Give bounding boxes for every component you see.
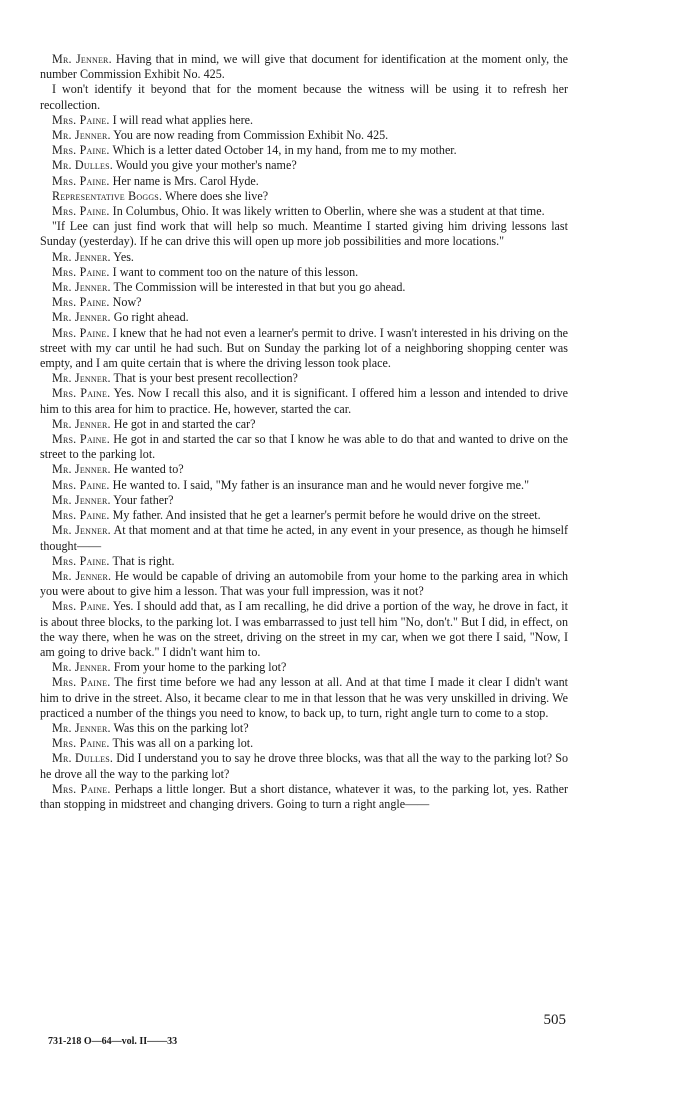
transcript-paragraph — [40, 326, 568, 372]
transcript-paragraph — [40, 660, 568, 675]
speaker-name: Mrs. Paine. — [52, 386, 111, 401]
speaker-name: Mrs. Paine. — [52, 143, 110, 158]
testimony-text: At that moment and at that time he acted, in any event in your presence, as though he himself thought—— — [40, 523, 568, 553]
testimony-text: I will read what applies here. — [109, 112, 254, 127]
transcript-paragraph — [40, 143, 568, 158]
transcript-paragraph — [40, 310, 568, 325]
transcript-paragraph — [40, 174, 568, 189]
testimony-text: Where does she live? — [162, 188, 269, 203]
speaker-name: Mr. Jenner. — [52, 416, 111, 431]
testimony-text: He wanted to? — [110, 462, 184, 477]
speaker-name: Mr. Jenner. — [52, 128, 111, 143]
speaker-name: Mrs. Paine. — [52, 781, 111, 796]
speaker-name: Mr. Jenner. — [52, 280, 111, 295]
speaker-name: Mrs. Paine. — [52, 553, 110, 568]
testimony-text: In Columbus, Ohio. It was likely written to Oberlin, where she was a student at that time. — [109, 204, 545, 219]
transcript-paragraph — [40, 751, 568, 781]
testimony-text: The Commission will be interested in that but you go ahead. — [110, 280, 406, 295]
speaker-name: Mrs. Paine. — [52, 508, 110, 523]
transcript-paragraph — [40, 736, 568, 751]
testimony-text: I won't identify it beyond that for the moment because the witness will be using it to refresh her recollection. — [40, 82, 568, 112]
speaker-name: Mrs. Paine. — [52, 204, 110, 219]
speaker-name: Mr. Jenner. — [52, 462, 111, 477]
testimony-text: Having that in mind, we will give that document for identification at the moment only, the number Commission Exhibit No. 425. — [40, 52, 568, 82]
transcript-body — [40, 52, 568, 812]
testimony-text: Which is a letter dated October 14, in my hand, from me to my mother. — [109, 143, 457, 158]
transcript-paragraph — [40, 250, 568, 265]
transcript-paragraph — [40, 782, 568, 812]
transcript-paragraph — [40, 462, 568, 477]
transcript-paragraph — [40, 82, 568, 112]
testimony-text: Perhaps a little longer. But a short distance, whatever it was, to the parking lot, yes. Rather than stopping in midstreet and changing drivers. Going to turn a right angle—— — [40, 781, 568, 811]
testimony-text: He got in and started the car so that I know he was able to do that and wanted to drive on the street to the parking lot. — [40, 432, 568, 462]
speaker-name: Mr. Jenner. — [52, 52, 112, 66]
testimony-text: Did I understand you to say he drove three blocks, was that all the way to the parking lot? So he drove all the way to the parking lot? — [40, 751, 568, 781]
transcript-paragraph — [40, 295, 568, 310]
transcript-paragraph — [40, 554, 568, 569]
testimony-text: Yes. Now I recall this also, and it is significant. I offered him a lesson and intended to drive him to this area for him to practice. He, however, started the car. — [40, 386, 569, 416]
transcript-paragraph — [40, 417, 568, 432]
speaker-name: Mr. Jenner. — [52, 660, 111, 675]
speaker-name: Mr. Jenner. — [52, 310, 111, 325]
testimony-text: That is right. — [109, 553, 175, 568]
footer-code: 731-218 O—64—vol. II——33 — [48, 1036, 178, 1047]
transcript-paragraph — [40, 158, 568, 173]
testimony-text: Was this on the parking lot? — [110, 720, 249, 735]
speaker-name: Mr. Jenner. — [52, 249, 111, 264]
testimony-text: This was all on a parking lot. — [109, 736, 254, 751]
speaker-name: Representative Boggs. — [52, 188, 163, 203]
transcript-paragraph — [40, 508, 568, 523]
testimony-text: Go right ahead. — [110, 310, 189, 325]
testimony-text: You are now reading from Commission Exhibit No. 425. — [110, 128, 389, 143]
speaker-name: Mr. Jenner. — [52, 568, 112, 583]
testimony-text: I knew that he had not even a learner's permit to drive. I wasn't interested in his driving on the street with my car until he had such. But on Sunday the parking lot of a neighboring shopping center was empty, and I am quite certain that is where the driving lesson took place. — [40, 325, 568, 371]
speaker-name: Mrs. Paine. — [52, 736, 110, 751]
transcript-paragraph — [40, 52, 568, 82]
speaker-name: Mrs. Paine. — [52, 295, 110, 310]
transcript-paragraph — [40, 113, 568, 128]
page-number: 505 — [543, 1012, 566, 1028]
testimony-text: Yes. — [110, 249, 134, 264]
transcript-paragraph — [40, 204, 568, 219]
testimony-text: The first time before we had any lesson at all. And at that time I made it clear I didn't want him to drive in the street. Also, it became clear to me in that lesson that he was very unskilled in driving. We practiced a number of the things you need to know, to back up, to turn, right angle turn to come to a stop. — [40, 675, 568, 720]
speaker-name: Mr. Dulles. — [52, 158, 113, 173]
transcript-paragraph — [40, 219, 568, 249]
testimony-text: He wanted to. I said, "My father is an insurance man and he would never forgive me." — [109, 477, 530, 492]
transcript-paragraph — [40, 493, 568, 508]
testimony-text: I want to comment too on the nature of this lesson. — [109, 264, 359, 279]
testimony-text: Her name is Mrs. Carol Hyde. — [109, 173, 259, 188]
speaker-name: Mr. Jenner. — [52, 492, 111, 507]
transcript-paragraph — [40, 371, 568, 386]
testimony-text: Would you give your mother's name? — [112, 158, 297, 173]
speaker-name: Mrs. Paine. — [52, 599, 110, 614]
speaker-name: Mrs. Paine. — [52, 264, 110, 279]
transcript-paragraph — [40, 265, 568, 280]
speaker-name: Mr. Dulles. — [52, 751, 114, 766]
transcript-paragraph — [40, 128, 568, 143]
speaker-name: Mr. Jenner. — [52, 523, 111, 538]
speaker-name: Mr. Jenner. — [52, 720, 111, 735]
transcript-paragraph — [40, 189, 568, 204]
speaker-name: Mr. Jenner. — [52, 371, 111, 386]
testimony-text: My father. And insisted that he get a learner's permit before he would drive on the street. — [109, 508, 541, 523]
transcript-paragraph — [40, 280, 568, 295]
speaker-name: Mrs. Paine. — [52, 477, 110, 492]
transcript-paragraph — [40, 721, 568, 736]
transcript-paragraph — [40, 599, 568, 660]
testimony-text: Yes. I should add that, as I am recalling, he did drive a portion of the way, he drove in fact, it is about three blocks, to the parking lot. I was embarrassed to just tell him "No, don't." But I did, in effect, on the way there, when he was on the street, driving on the street in my car, when we got there I said, "Now, I am going to drive back." I didn't want him to. — [40, 599, 568, 659]
transcript-paragraph — [40, 569, 568, 599]
testimony-text: He would be capable of driving an automobile from your home to the parking area in which you were about to give him a lesson. That was your full impression, was it not? — [40, 568, 568, 599]
speaker-name: Mrs. Paine. — [52, 675, 111, 690]
speaker-name: Mrs. Paine. — [52, 432, 110, 447]
transcript-paragraph — [40, 478, 568, 493]
testimony-text: From your home to the parking lot? — [110, 660, 287, 675]
transcript-paragraph — [40, 386, 568, 416]
testimony-text: He got in and started the car? — [110, 416, 256, 431]
transcript-paragraph — [40, 432, 568, 462]
speaker-name: Mrs. Paine. — [52, 173, 110, 188]
transcript-paragraph — [40, 675, 568, 721]
transcript-paragraph — [40, 523, 568, 553]
testimony-text: Now? — [109, 295, 142, 310]
testimony-text: "If Lee can just find work that will help so much. Meantime I started giving him driving lessons last Sunday (yesterday). If he can drive this will open up more job possibilities and more locations." — [40, 219, 568, 249]
testimony-text: Your father? — [110, 492, 174, 507]
speaker-name: Mrs. Paine. — [52, 112, 110, 127]
speaker-name: Mrs. Paine. — [52, 325, 110, 340]
testimony-text: That is your best present recollection? — [110, 371, 298, 386]
